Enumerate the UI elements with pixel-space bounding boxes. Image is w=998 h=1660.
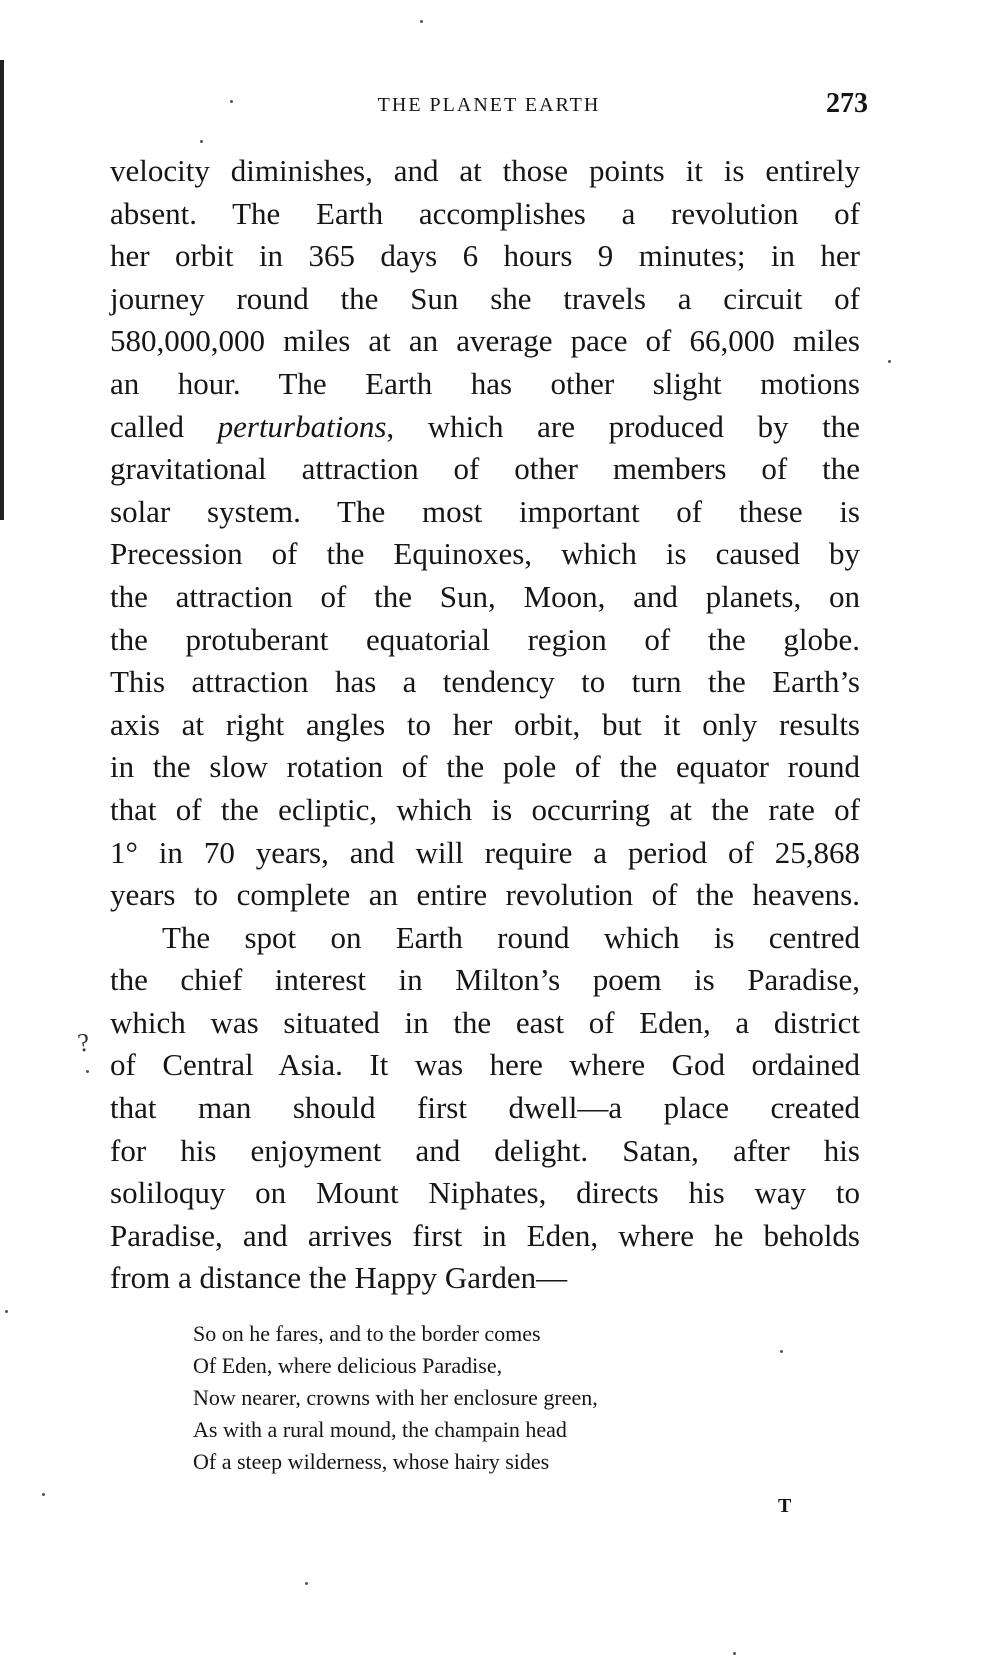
text-line: 1° in 70 years, and will require a period of 25,868: [110, 834, 860, 870]
body-text: [110, 150, 860, 1300]
binding-edge: [0, 60, 4, 520]
text-line: journey round the Sun she travels a circuit of: [110, 280, 860, 316]
signature-mark: T: [778, 1495, 792, 1517]
verse-line: Now nearer, crowns with her enclosure green,: [193, 1385, 598, 1410]
text-line: that of the ecliptic, which is occurring at the rate of: [110, 791, 860, 827]
text-line: in the slow rotation of the pole of the equator round: [110, 749, 860, 785]
page-number: 273: [826, 88, 868, 119]
scan-speck: [86, 1070, 89, 1073]
text-fragment: called: [110, 408, 185, 444]
scan-speck: [42, 1493, 45, 1496]
text-line: gravitational attraction of other members of the: [110, 451, 860, 487]
text-line: Precession of the Equinoxes, which is caused by: [110, 536, 860, 572]
running-title: THE PLANET EARTH: [377, 94, 601, 116]
scan-speck: [305, 1582, 308, 1585]
text-line-with-italic: [110, 406, 860, 449]
text-line: years to complete an entire revolution of the heavens.: [110, 877, 860, 913]
scan-speck: [420, 20, 423, 23]
text-line: the protuberant equatorial region of the globe.: [110, 621, 860, 657]
verse-line: Of a steep wilderness, whose hairy sides: [193, 1449, 550, 1474]
text-line: of Central Asia. It was here where God ordained: [110, 1047, 860, 1083]
scan-speck: [733, 1652, 736, 1655]
verse-line: As with a rural mound, the champain head: [193, 1417, 567, 1442]
scan-speck: [5, 1310, 8, 1313]
text-line: 580,000,000 miles at an average pace of 66,000 miles: [110, 323, 860, 359]
verse-quotation: [193, 1318, 598, 1478]
text-line: the attraction of the Sun, Moon, and planets, on: [110, 578, 860, 614]
text-line: This attraction has a tendency to turn the Earth’s: [110, 664, 860, 700]
text-fragment: , which are produced by the: [386, 408, 860, 444]
text-line: axis at right angles to her orbit, but it only results: [110, 706, 860, 742]
text-line: absent. The Earth accomplishes a revolution of: [110, 195, 860, 231]
text-line: that man should first dwell—a place created: [110, 1090, 860, 1126]
text-line: solar system. The most important of these is: [110, 493, 860, 529]
verse-line: So on he fares, and to the border comes: [193, 1321, 541, 1346]
italic-term: perturbations: [217, 408, 387, 444]
margin-annotation: ?: [75, 1027, 92, 1058]
text-line: the chief interest in Milton’s poem is Paradise,: [110, 962, 860, 998]
scan-speck: [230, 100, 233, 103]
text-line: from a distance the Happy Garden—: [110, 1260, 568, 1296]
text-line: Paradise, and arrives first in Eden, where he beholds: [110, 1217, 860, 1253]
verse-line: Of Eden, where delicious Paradise,: [193, 1353, 503, 1378]
text-line: velocity diminishes, and at those points it is entirely: [110, 153, 860, 188]
running-head: [110, 88, 868, 124]
text-line: an hour. The Earth has other slight motions: [110, 365, 860, 401]
scan-speck: [888, 360, 891, 363]
text-line: soliloquy on Mount Niphates, directs his way to: [110, 1175, 860, 1211]
text-line: The spot on Earth round which is centred: [162, 919, 860, 955]
text-line: which was situated in the east of Eden, a district: [110, 1004, 860, 1040]
text-line: her orbit in 365 days 6 hours 9 minutes; in her: [110, 238, 860, 274]
scan-speck: [200, 140, 203, 143]
text-line: for his enjoyment and delight. Satan, after his: [110, 1132, 860, 1168]
scan-speck: [780, 1350, 783, 1353]
